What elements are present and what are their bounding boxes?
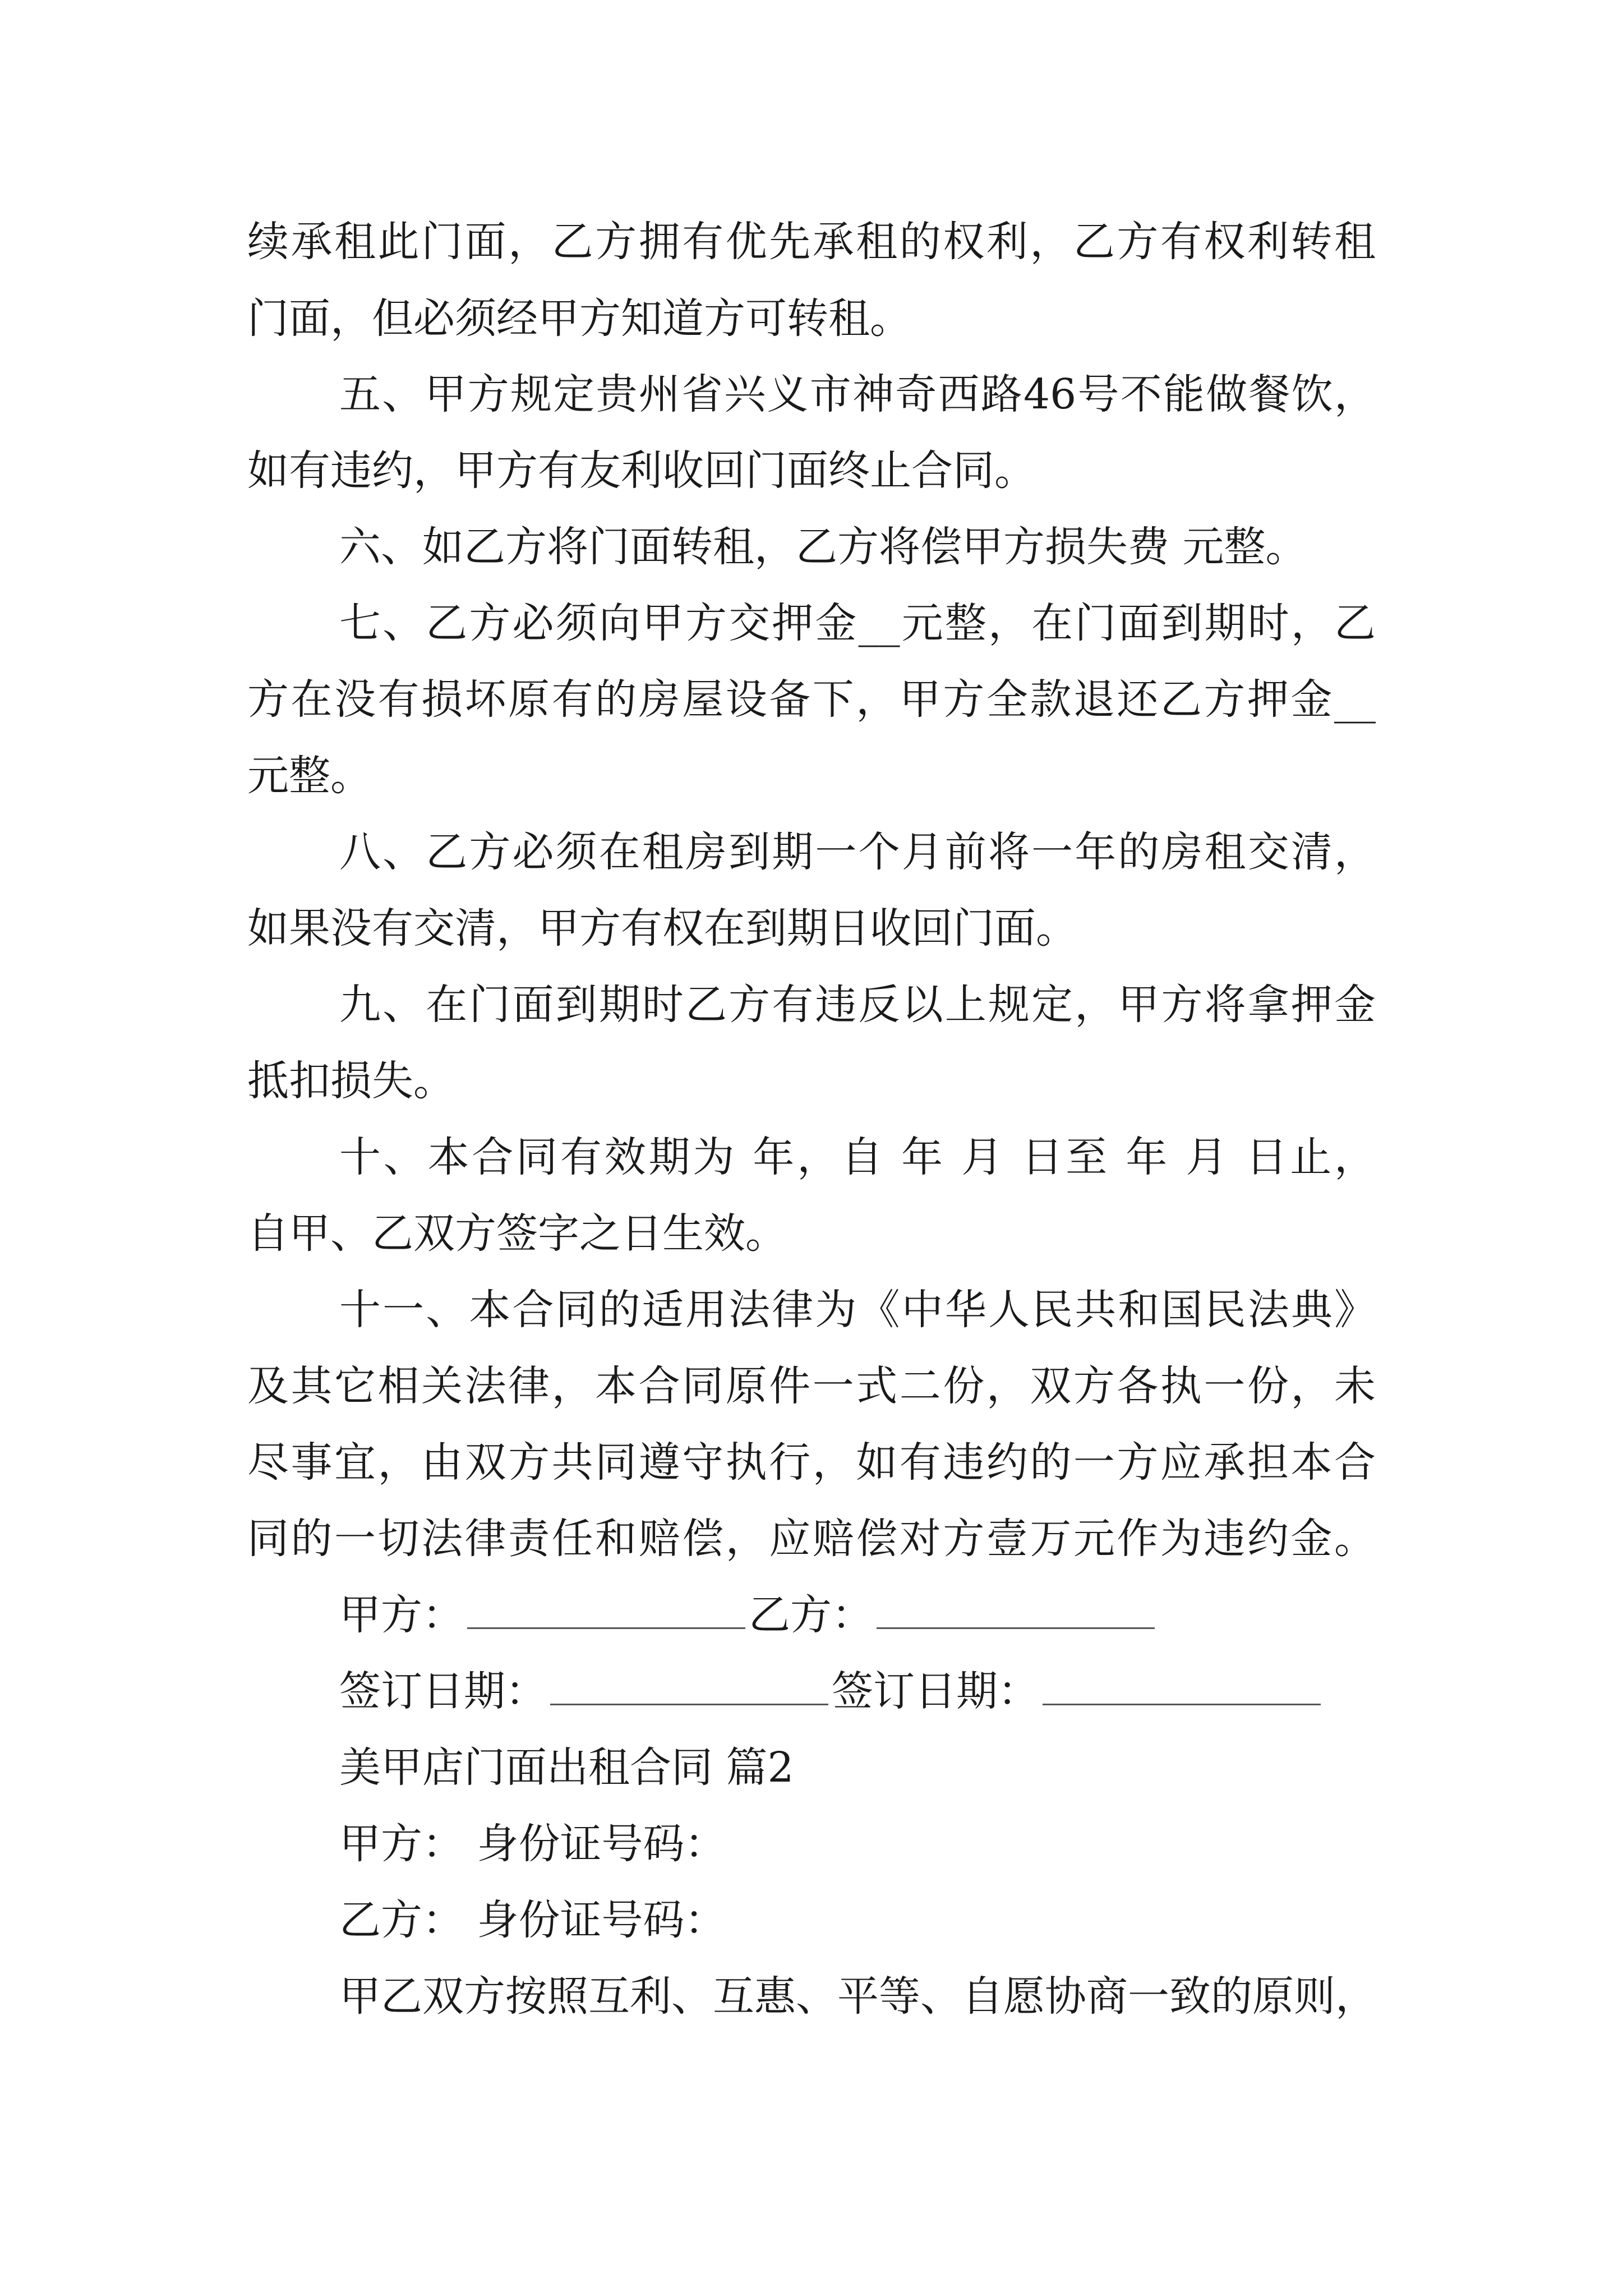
clause-ten-line: 十、本合同有效期为 年，自 年 月 日至 年 月 日止， [339,1133,1376,1181]
paragraph-line: 同的一切法律责任和赔偿，应赔偿对方壹万元作为违约金。 [247,1515,1376,1563]
section-two-party-a: 甲方： 身份证号码： [339,1820,726,1868]
section-two-party-b: 乙方： 身份证号码： [339,1896,726,1944]
date-a-blank[interactable] [550,1664,828,1705]
paragraph-line: 如有违约，甲方有友利收回门面终止合同。 [247,447,1036,495]
party-b-label: 乙方： [749,1591,873,1639]
section-two-title: 美甲店门面出租合同 篇2 [339,1743,794,1792]
paragraph-line: 及其它相关法律，本合同原件一式二份，双方各执一份，未 [247,1362,1376,1410]
paragraph-line: 门面，但必须经甲方知道方可转租。 [247,295,911,343]
clause-eight-line: 八、乙方必须在租房到期一个月前将一年的房租交清， [339,828,1376,876]
clause-eleven-line: 十一、本合同的适用法律为《中华人民共和国民法典》 [339,1286,1376,1334]
paragraph-line: 元整。 [247,752,372,800]
section-two-intro: 甲乙双方按照互利、互惠、平等、自愿协商一致的原则， [339,1972,1377,2021]
clause-five-line: 五、甲方规定贵州省兴义市神奇西路46号不能做餐饮， [339,370,1376,418]
paragraph-line: 续承租此门面，乙方拥有优先承租的权利，乙方有权利转租 [247,218,1376,266]
party-b-signature-blank[interactable] [877,1588,1155,1629]
date-label-a: 签订日期： [339,1667,547,1715]
paragraph-line: 尽事宜，由双方共同遵守执行，如有违约的一方应承担本合 [247,1438,1376,1487]
date-b-blank[interactable] [1043,1664,1321,1705]
paragraph-line: 方在没有损坏原有的房屋设备下，甲方全款退还乙方押金__ [247,675,1376,724]
signature-date-row [339,1658,1324,1725]
paragraph-line: 抵扣损失。 [247,1057,455,1105]
clause-seven-line: 七、乙方必须向甲方交押金__元整，在门面到期时，乙 [339,599,1376,647]
clause-nine-line: 九、在门面到期时乙方有违反以上规定，甲方将拿押金 [339,981,1376,1029]
paragraph-line: 如果没有交清，甲方有权在到期日收回门面。 [247,904,1077,953]
date-label-b: 签订日期： [832,1667,1039,1715]
party-a-signature-blank[interactable] [467,1588,745,1629]
clause-six-line: 六、如乙方将门面转租，乙方将偿甲方损失费 元整。 [339,523,1307,571]
party-a-label: 甲方： [339,1591,464,1639]
paragraph-line: 自甲、乙双方签字之日生效。 [247,1209,787,1258]
signature-party-row [339,1581,1158,1649]
